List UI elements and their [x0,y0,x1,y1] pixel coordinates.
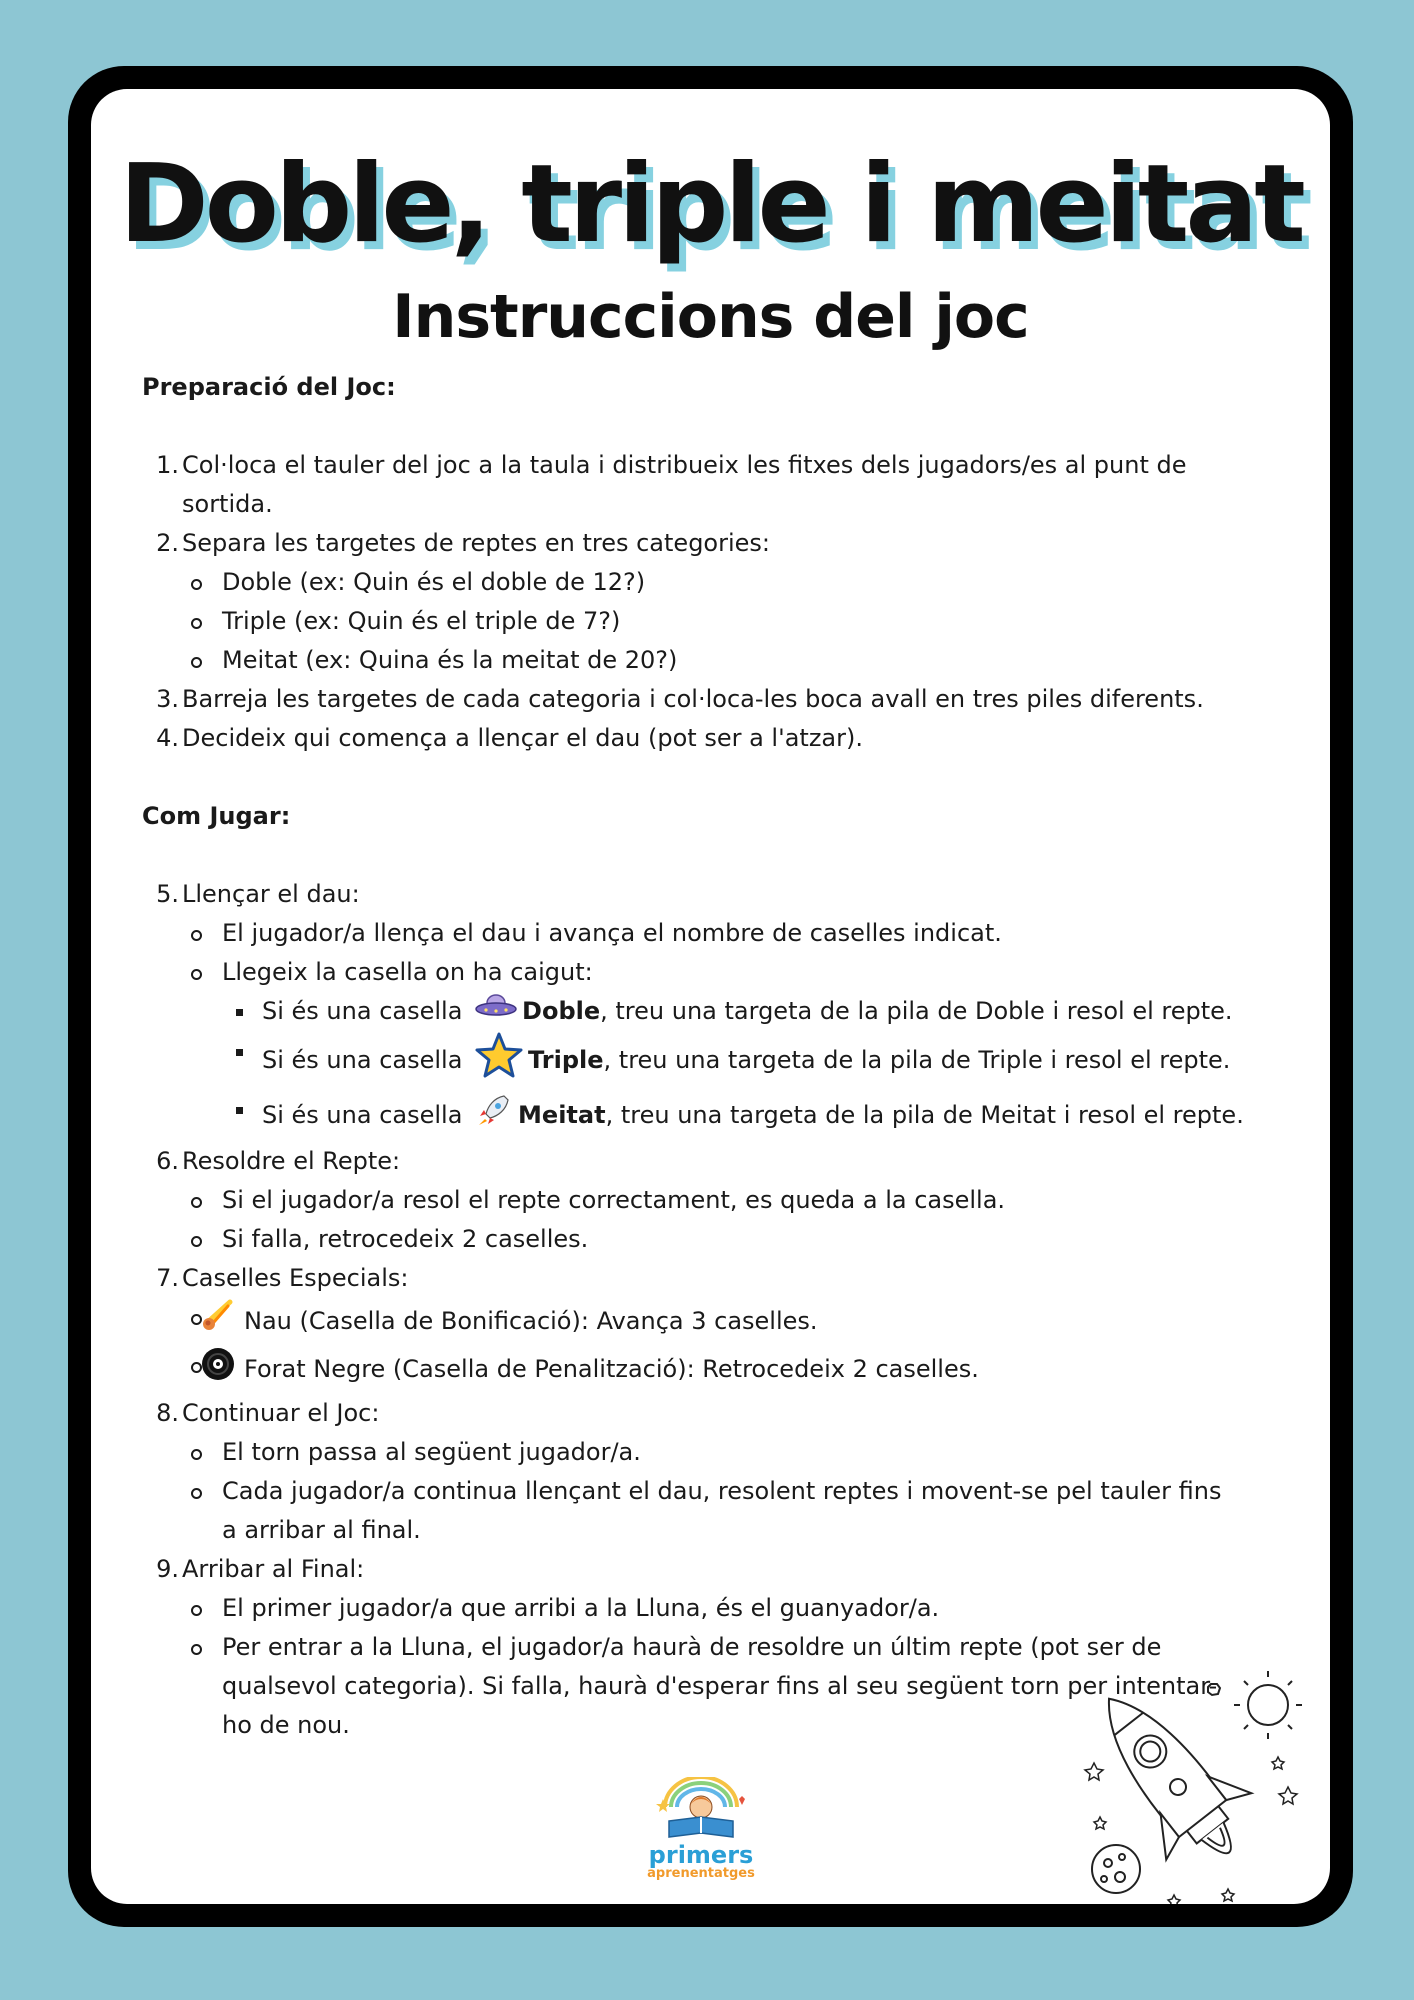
instructions-body [142,368,1322,1745]
list-item: 7. Caselles Especials: [156,1264,409,1292]
sub-item: Si falla, retrocedeix 2 caselles. [142,1220,1322,1259]
case-item-triple: Si és una casella Triple, treu una targeta de la pila de Triple i resol el repte. [142,1032,1322,1090]
list-item: 8. Continuar el Joc: [156,1399,380,1427]
list-item: 9. Arribar al Final: [156,1555,365,1583]
rocket-icon [474,1090,514,1142]
sub-item-bonus: Nau (Casella de Bonificació): Avança 3 caselles. [142,1298,1322,1346]
sub-item: Llegeix la casella on ha caigut: [142,953,1322,992]
list-item: 6. Resoldre el Repte: [156,1147,401,1175]
case-item-doble: Si és una casella Doble, treu una targeta de la pila de Doble i resol el repte. [142,992,1322,1032]
list-item: 4. Decideix qui comença a llençar el dau (pot ser a l'atzar). [156,724,863,752]
sub-item: Cada jugador/a continua llençant el dau, resolent reptes i movent-se pel tauler fins [142,1472,1322,1511]
sub-item-continuation: qualsevol categoria). Si falla, haurà d'esperar fins al seu següent torn per intentar- [222,1672,1218,1700]
sub-item: El primer jugador/a que arribi a la Lluna, és el guanyador/a. [142,1589,1322,1628]
case-item-meitat: Si és una casella Meitat, treu una targeta de la pila de Meitat i resol el repte. [142,1090,1322,1142]
ufo-icon [474,992,518,1032]
brand-logo [646,1777,756,1881]
list-item: 5. Llençar el dau: [156,880,360,908]
comet-icon [200,1298,236,1346]
list-item: 3. Barreja les targetes de cada categoria i col·loca-les boca avall en tres piles diferents. [156,685,1204,713]
instructions-card [91,89,1330,1904]
sub-item: Doble (ex: Quin és el doble de 12?) [142,563,1322,602]
black-hole-icon [200,1346,236,1394]
sub-item: Triple (ex: Quin és el triple de 7?) [142,602,1322,641]
sub-item-continuation: ho de nou. [222,1711,350,1739]
logo-icon [651,1777,751,1839]
sub-item: Meitat (ex: Quina és la meitat de 20?) [142,641,1322,680]
logo-text-primary: primers [648,1841,754,1869]
sub-item: Si el jugador/a resol el repte correctament, es queda a la casella. [142,1181,1322,1220]
sub-item-continuation: a arribar al final. [222,1516,421,1544]
sub-item: El jugador/a llença el dau i avança el nombre de caselles indicat. [142,914,1322,953]
page-title: Doble, triple i meitat [119,142,1302,267]
sub-item-penalty: Forat Negre (Casella de Penalització): Retrocedeix 2 caselles. [142,1346,1322,1394]
page-frame [68,66,1353,1927]
section-heading-preparation: Preparació del Joc: [142,373,396,401]
sub-item: El torn passa al següent jugador/a. [142,1433,1322,1472]
list-item: 2. Separa les targetes de reptes en tres categories: [156,529,770,557]
logo-text-secondary: aprenentatges [647,1866,755,1881]
section-heading-how-to-play: Com Jugar: [142,802,291,830]
star-icon [474,1032,524,1090]
rocket-illustration [1078,1667,1308,1904]
page-subtitle: Instruccions del joc [392,282,1029,352]
list-item: 1. Col·loca el tauler del joc a la taula i distribueix les fitxes dels jugadors/es al punt de [156,451,1187,479]
list-item-continuation: sortida. [182,490,273,518]
sub-item: Per entrar a la Lluna, el jugador/a haurà de resoldre un últim repte (pot ser de [142,1628,1322,1667]
